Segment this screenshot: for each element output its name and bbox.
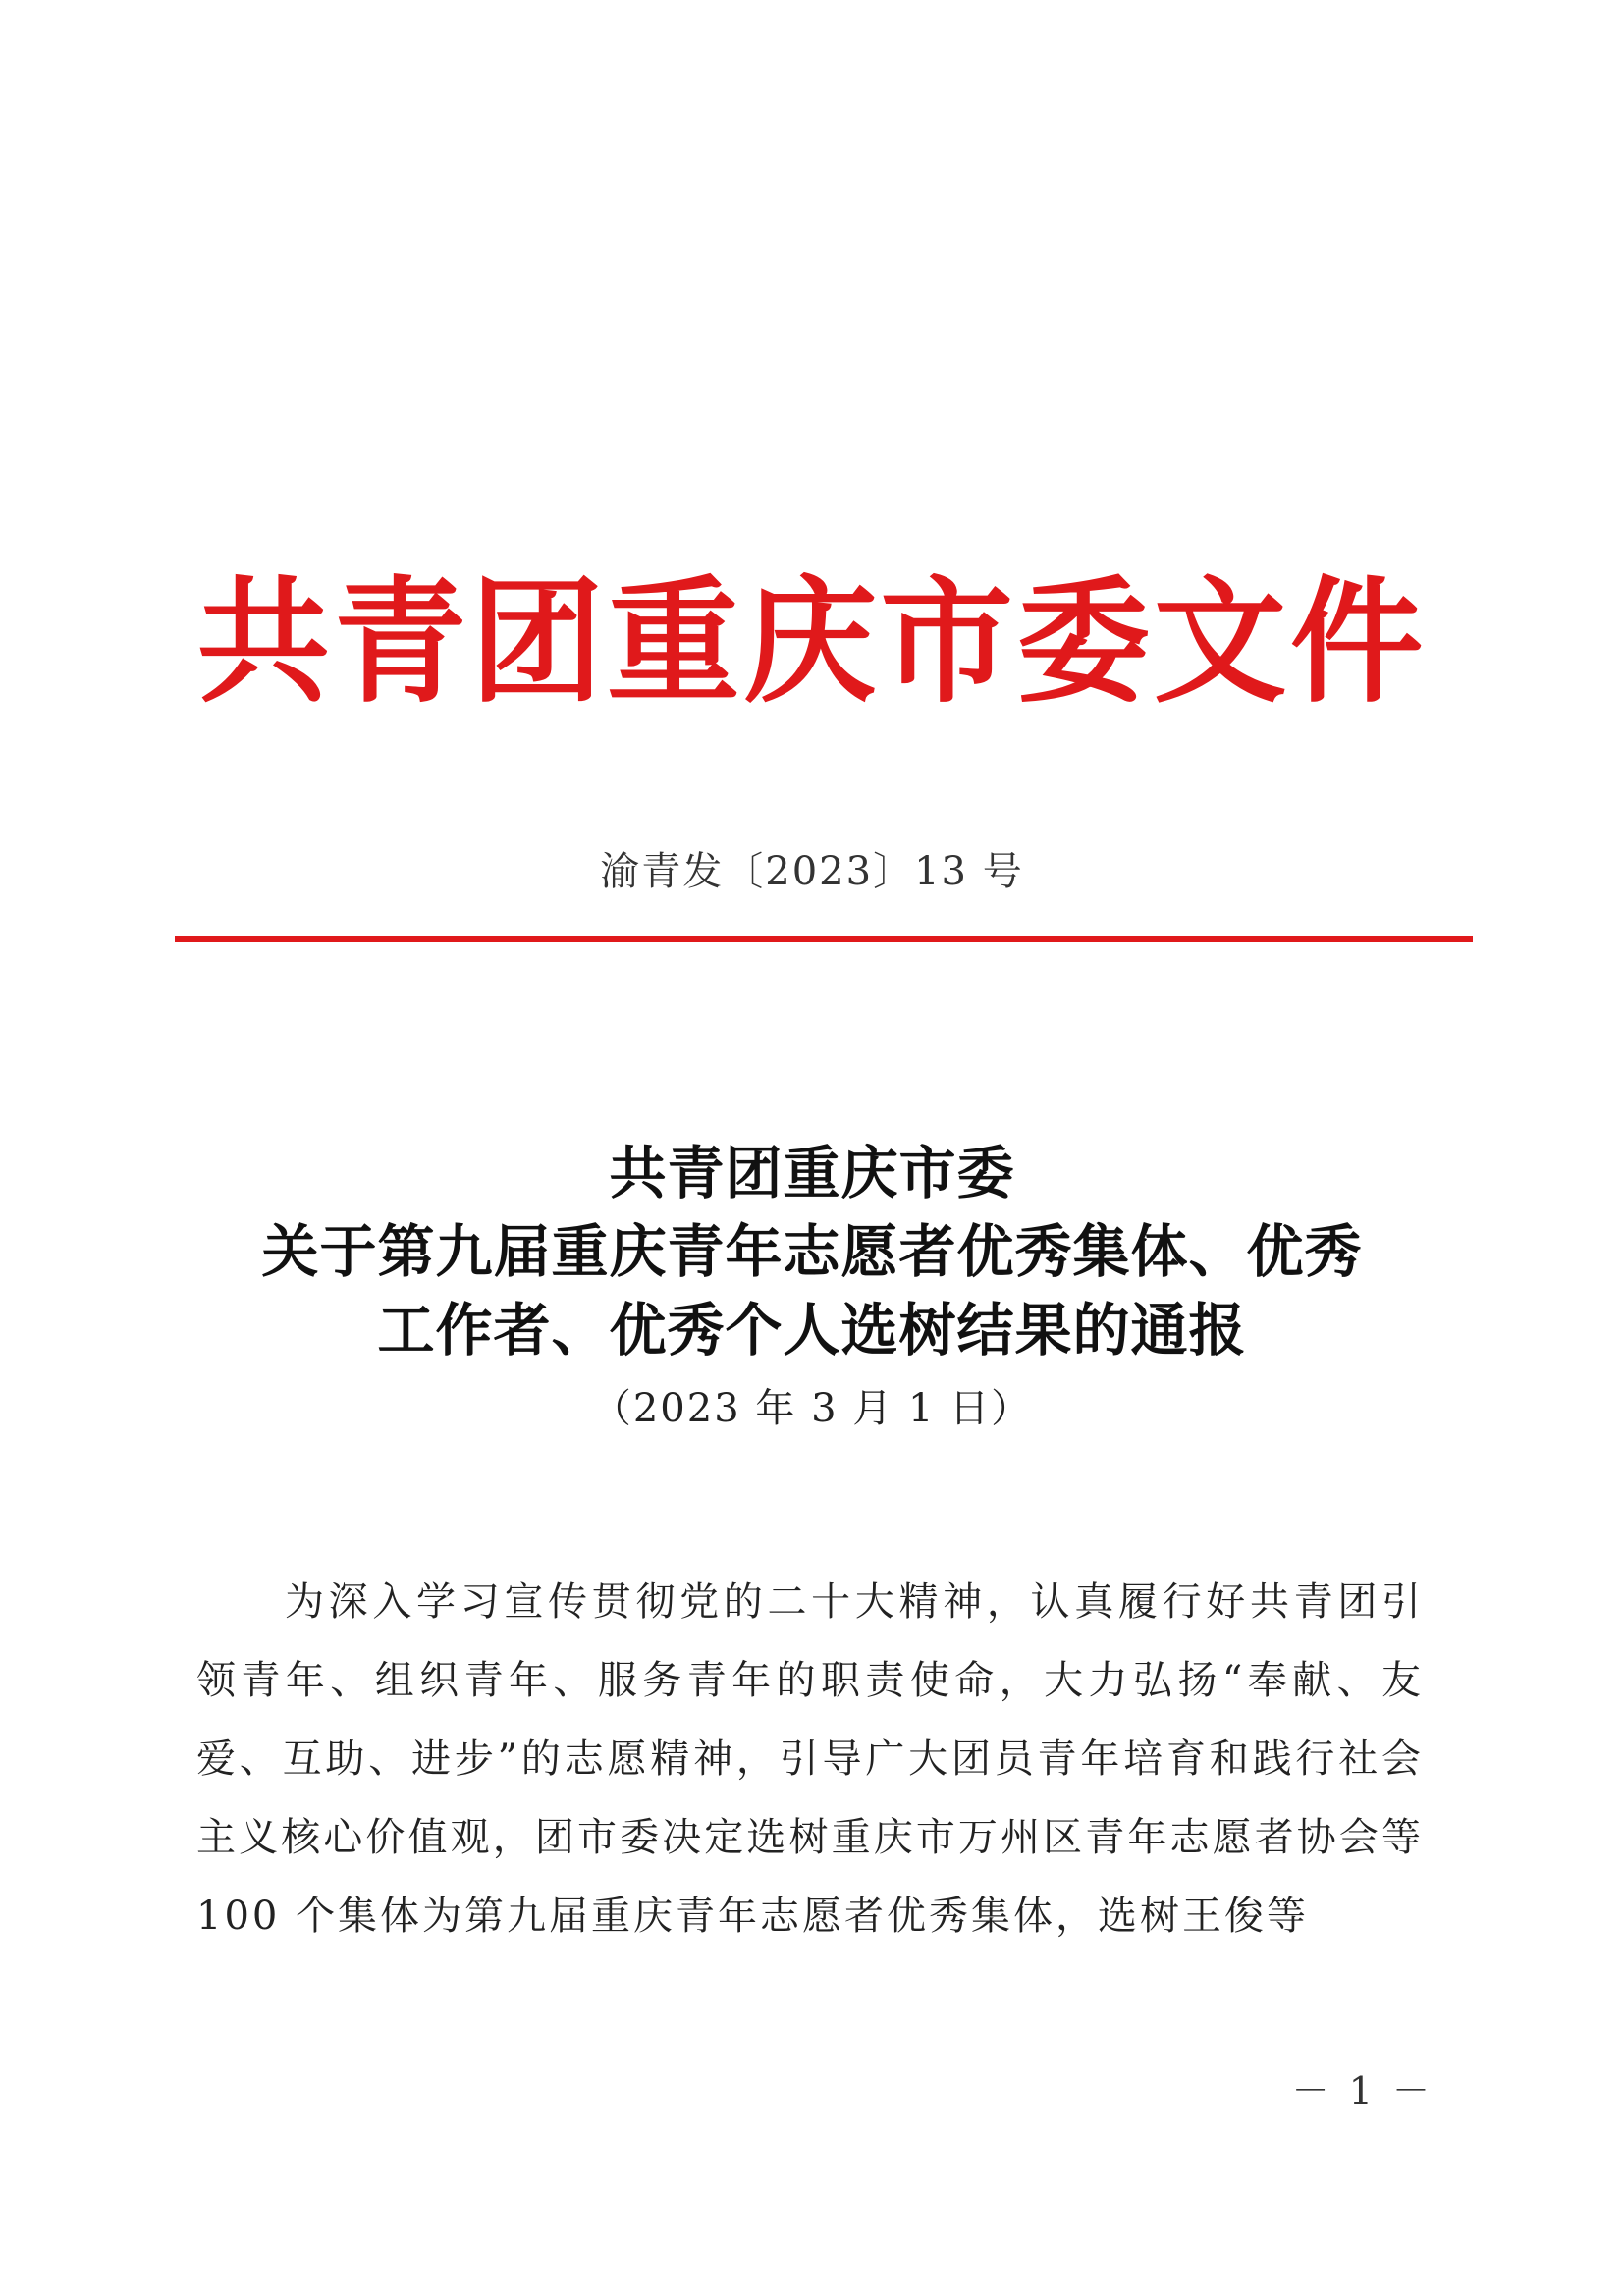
document-number: 渝青发〔2023〕13 号 (600, 849, 1024, 894)
body-text (196, 1563, 1424, 1955)
body-paragraph: 为深入学习宣传贯彻党的二十大精神，认真履行好共青团引领青年、组织青年、服务青年的职责使命，大力弘扬“奉献、友爱、互助、进步”的志愿精神，引导广大团员青年培育和践行社会主义核心价值观，团市委决定选树重庆市万州区青年志愿者协会等 100 个集体为第九届重庆青年志愿者优秀集体，选树王俊等 (196, 1579, 1424, 1939)
title-line-issuer: 共青团重庆市委 (609, 1140, 1015, 1206)
page-number: － 1 － (1291, 2069, 1434, 2112)
red-divider-line (175, 936, 1473, 942)
notice-title-block (0, 1134, 1624, 1438)
title-line-subject-1: 关于第九届重庆青年志愿者优秀集体、优秀 (261, 1218, 1363, 1285)
title-line-subject-2: 工作者、优秀个人选树结果的通报 (377, 1297, 1247, 1363)
document-masthead: 共青团重庆市委文件 (196, 563, 1428, 721)
issue-date: （2023 年 3 月 1 日） (591, 1386, 1033, 1431)
